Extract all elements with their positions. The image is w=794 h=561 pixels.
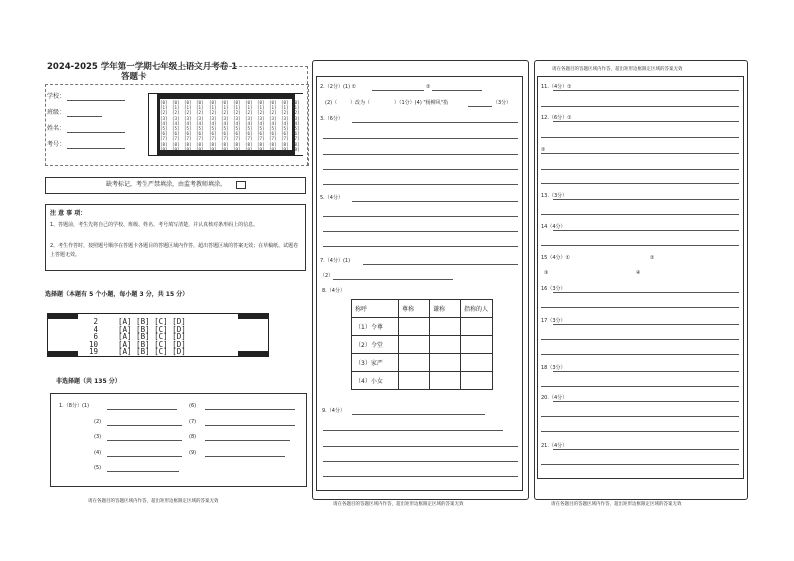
q8-row-label: （4）小女: [352, 372, 399, 390]
digit-bubble[interactable]: [0]: [184, 100, 192, 105]
choice-question-number: 2: [93, 317, 98, 326]
q8-th-2: 谦称: [430, 300, 461, 318]
digit-bubble[interactable]: [3]: [160, 115, 168, 121]
q17-label: 17（3分）: [541, 318, 566, 324]
digit-bubble[interactable]: [2]: [292, 110, 300, 116]
digit-bubble[interactable]: [6]: [281, 131, 289, 137]
digit-bubble[interactable]: [9]: [221, 146, 229, 152]
q1-label: 1.（8分）(1): [59, 403, 90, 409]
q2-4-line[interactable]: [468, 106, 492, 107]
q11-label: 11.（4分）①: [541, 84, 572, 90]
q8-cell[interactable]: [430, 354, 461, 372]
q8-cell[interactable]: [399, 372, 430, 390]
name-label: 姓名：: [47, 125, 66, 132]
q21-answer-line[interactable]: [553, 449, 739, 450]
q1-8-line[interactable]: [205, 440, 290, 441]
q1-9-line[interactable]: [205, 456, 285, 457]
digit-bubble[interactable]: [6]: [160, 131, 168, 137]
digit-bubble[interactable]: [4]: [245, 120, 253, 126]
q8-cell[interactable]: [461, 318, 493, 336]
q2-1a-line[interactable]: [372, 90, 424, 91]
digit-bubble[interactable]: [9]: [257, 146, 265, 152]
digit-bubble[interactable]: [8]: [160, 141, 168, 147]
digit-bubble[interactable]: [1]: [269, 105, 277, 111]
choice-question-number: 10: [88, 339, 98, 349]
exam-number-column: [257, 100, 265, 152]
q8-cell[interactable]: [461, 354, 493, 372]
digit-bubble[interactable]: [2]: [209, 110, 217, 116]
digit-bubble[interactable]: [9]: [292, 146, 300, 152]
digit-bubble[interactable]: [5]: [281, 126, 289, 132]
digit-bubble[interactable]: [1]: [292, 105, 300, 111]
q8-cell[interactable]: [461, 336, 493, 354]
missing-exam-text: 缺考标记，考生严禁填涂，由监考教师填涂。: [106, 181, 227, 188]
digit-bubble[interactable]: [4]: [196, 120, 204, 126]
q8-cell[interactable]: [430, 372, 461, 390]
digit-bubble[interactable]: [2]: [172, 110, 180, 116]
school-field[interactable]: [67, 100, 125, 101]
digit-bubble[interactable]: [2]: [245, 110, 253, 116]
q1-5-line[interactable]: [107, 471, 179, 472]
choice-bar-tr: [238, 314, 268, 319]
q1-6-label: (6): [189, 403, 197, 409]
q1-9-label: (9): [189, 450, 197, 456]
q7-2-line[interactable]: [333, 279, 453, 280]
q8-table: [351, 299, 493, 390]
choice-options[interactable]: [A] [B] [C] [D]: [118, 347, 186, 356]
q8-table-row: [352, 318, 493, 336]
q1-3-label: (3): [94, 434, 102, 440]
footer-note-col2: 请在各题目的答题区域内作答，超出矩形边框限定区域的答案无效: [333, 502, 464, 507]
q3-answer-line[interactable]: [352, 122, 518, 123]
digit-bubble[interactable]: [2]: [160, 110, 168, 116]
digit-bubble[interactable]: [4]: [269, 120, 277, 126]
footer-note-col1: 请在各题目的答题区域内作答，超出矩形边框限定区域的答案无效: [88, 499, 219, 504]
digit-bubble[interactable]: [3]: [281, 115, 289, 121]
exam-number-column: [196, 100, 204, 152]
missing-exam-checkbox[interactable]: [236, 181, 246, 189]
q8-row-label: （1）令尊: [352, 318, 399, 336]
digit-bubble[interactable]: [4]: [209, 120, 217, 126]
q20-label: 20.（4分）: [541, 395, 568, 401]
digit-bubble[interactable]: [4]: [221, 120, 229, 126]
q2-line1b: ②: [426, 84, 431, 90]
digit-bubble[interactable]: [3]: [257, 115, 265, 121]
digit-bubble[interactable]: [7]: [257, 136, 265, 142]
exam-number-column: [184, 100, 192, 152]
q8-th-3: 指称的人: [461, 300, 493, 318]
digit-bubble[interactable]: [1]: [209, 105, 217, 111]
digit-bubble[interactable]: [5]: [160, 126, 168, 132]
q12-answer-line[interactable]: [541, 153, 739, 154]
q16-label: 16（3分）: [541, 286, 566, 292]
digit-bubble[interactable]: [1]: [233, 105, 241, 111]
exam-number-column: [245, 100, 253, 152]
digit-bubble[interactable]: [9]: [209, 146, 217, 152]
digit-bubble[interactable]: [9]: [233, 146, 241, 152]
q2-line2d: （3分）: [493, 100, 512, 106]
q7-1-line[interactable]: [363, 264, 518, 265]
digit-bubble[interactable]: [2]: [269, 110, 277, 116]
digit-bubble[interactable]: [1]: [184, 105, 192, 111]
q9-answer-line[interactable]: [323, 461, 518, 462]
q2-1b-line[interactable]: [432, 90, 482, 91]
digit-bubble[interactable]: [5]: [245, 126, 253, 132]
digit-bubble[interactable]: [3]: [209, 115, 217, 121]
q15-4-label: ④: [636, 270, 641, 276]
digit-bubble[interactable]: [5]: [172, 126, 180, 132]
q9-line-0[interactable]: [352, 414, 485, 415]
choice-bar-bl: [48, 351, 78, 356]
digit-bubble[interactable]: [7]: [184, 136, 192, 142]
q8-cell[interactable]: [461, 372, 493, 390]
digit-bubble[interactable]: [3]: [269, 115, 277, 121]
digit-bubble[interactable]: [5]: [233, 126, 241, 132]
choice-options[interactable]: [A] [B] [C] [D]: [118, 317, 186, 326]
q9-answer-line[interactable]: [323, 430, 503, 431]
digit-bubble[interactable]: [3]: [221, 115, 229, 121]
q8-row-label: （3）家严: [352, 354, 399, 372]
digit-bubble[interactable]: [1]: [160, 105, 168, 111]
notes-item-2: 2、考生作答时，按照题号顺序在答题卡各题目的答题区域内作答，超出答题区域的答案无效；在草稿纸、试题卷上答题无效。: [50, 243, 299, 258]
digit-bubble[interactable]: [9]: [160, 146, 168, 152]
digit-bubble[interactable]: [0]: [209, 100, 217, 105]
digit-bubble[interactable]: [1]: [221, 105, 229, 111]
q8-cell[interactable]: [430, 336, 461, 354]
exam-no-label: 考号：: [47, 141, 66, 148]
digit-bubble[interactable]: [7]: [209, 136, 217, 142]
choice-question-number: 19: [88, 347, 98, 356]
digit-bubble[interactable]: [8]: [245, 141, 253, 147]
choice-bar-tl: [48, 314, 78, 319]
digit-bubble[interactable]: [6]: [257, 131, 265, 137]
q8-label: 8.（4分）: [322, 288, 345, 294]
notes-title: 注 意 事 项：: [50, 210, 87, 217]
q8-table-row: [352, 336, 493, 354]
digit-bubble[interactable]: [4]: [257, 120, 265, 126]
digit-bubble[interactable]: [8]: [196, 141, 204, 147]
choice-bar-br: [238, 351, 268, 356]
digit-bubble[interactable]: [5]: [257, 126, 265, 132]
digit-bubble[interactable]: [3]: [245, 115, 253, 121]
exam-number-column: [281, 100, 289, 152]
q3-answer-line[interactable]: [323, 154, 518, 155]
q13-answer-line[interactable]: [553, 199, 739, 200]
grid-bar-top: [149, 94, 302, 99]
q1-7-line[interactable]: [205, 425, 295, 426]
exam-number-column: [221, 100, 229, 152]
q15-label: 15（4分）①: [541, 255, 571, 261]
digit-bubble[interactable]: [3]: [233, 115, 241, 121]
q11-answer-line[interactable]: [541, 106, 739, 107]
answer-sheet-label: 答题卡: [121, 72, 147, 82]
exam-title: 2024-2025 学年第一学期七年级上语文月考卷 1: [47, 62, 238, 72]
digit-bubble[interactable]: [9]: [281, 146, 289, 152]
q18-label: 18（3分）: [541, 365, 566, 371]
digit-bubble[interactable]: [8]: [184, 141, 192, 147]
digit-bubble[interactable]: [7]: [233, 136, 241, 142]
q8-th-0: 称呼: [352, 300, 399, 318]
q17-answer-line[interactable]: [541, 339, 739, 340]
digit-bubble[interactable]: [4]: [233, 120, 241, 126]
digit-bubble[interactable]: [2]: [184, 110, 192, 116]
exam-number-column: [292, 100, 300, 152]
digit-bubble[interactable]: [5]: [196, 126, 204, 132]
digit-bubble[interactable]: [2]: [221, 110, 229, 116]
digit-bubble[interactable]: [6]: [269, 131, 277, 137]
q18-answer-line[interactable]: [553, 371, 739, 372]
digit-bubble[interactable]: [3]: [172, 115, 180, 121]
q1-1-line[interactable]: [107, 409, 177, 410]
q2-line1: 2.（2分）(1) ①: [320, 84, 357, 90]
digit-bubble[interactable]: [9]: [245, 146, 253, 152]
digit-bubble[interactable]: [5]: [221, 126, 229, 132]
digit-bubble[interactable]: [7]: [281, 136, 289, 142]
q8-table-header: [352, 300, 493, 318]
q21-label: 21.（4分）: [541, 443, 568, 449]
digit-bubble[interactable]: [6]: [245, 131, 253, 137]
digit-bubble[interactable]: [8]: [269, 141, 277, 147]
q8-cell[interactable]: [399, 354, 430, 372]
q16-answer-line[interactable]: [553, 292, 739, 293]
digit-bubble[interactable]: [6]: [172, 131, 180, 137]
q3-answer-line[interactable]: [323, 184, 518, 185]
q5-answer-line[interactable]: [352, 201, 518, 202]
digit-bubble[interactable]: [6]: [184, 131, 192, 137]
q8-row-label: （2）令堂: [352, 336, 399, 354]
digit-bubble[interactable]: [7]: [221, 136, 229, 142]
digit-bubble[interactable]: [8]: [233, 141, 241, 147]
choice-title: 选择题（本题有 5 个小题，每小题 3 分，共 15 分）: [45, 291, 189, 298]
q1-5-label: (5): [94, 465, 102, 471]
digit-bubble[interactable]: [1]: [172, 105, 180, 111]
q21-answer-line[interactable]: [541, 464, 739, 465]
digit-bubble[interactable]: [6]: [292, 131, 300, 137]
q2-line2c: ）（1分）(4) "杨柳风"指: [394, 100, 448, 106]
q15-3-label: ③: [544, 270, 549, 276]
digit-bubble[interactable]: [4]: [160, 120, 168, 126]
q9-label: 9.（4分）: [322, 408, 345, 414]
digit-bubble[interactable]: [7]: [245, 136, 253, 142]
q12-label: 12.（6分）①: [541, 115, 572, 121]
digit-bubble[interactable]: [9]: [196, 146, 204, 152]
q12-answer-line[interactable]: [541, 137, 739, 138]
digit-bubble[interactable]: [1]: [257, 105, 265, 111]
digit-bubble[interactable]: [5]: [184, 126, 192, 132]
q7-label: 7.（4分）(1): [320, 258, 351, 264]
choice-options[interactable]: [A] [B] [C] [D]: [118, 332, 186, 341]
footer-note-col3: 请在各题目的答题区域内作答，超出矩形边框限定区域的答案无效: [551, 502, 682, 507]
digit-bubble[interactable]: [8]: [257, 141, 265, 147]
digit-bubble[interactable]: [9]: [184, 146, 192, 152]
q2-line2b: ）改为（: [350, 100, 371, 106]
choice-question-number: 4: [93, 324, 98, 334]
digit-bubble[interactable]: [6]: [209, 131, 217, 137]
exam-no-field[interactable]: [67, 148, 125, 149]
q20-answer-line[interactable]: [553, 401, 739, 402]
exam-number-column: [233, 100, 241, 152]
digit-bubble[interactable]: [0]: [172, 100, 180, 105]
q1-6-line[interactable]: [205, 409, 295, 410]
digit-bubble[interactable]: [3]: [184, 115, 192, 121]
digit-bubble[interactable]: [8]: [172, 141, 180, 147]
q8-th-1: 尊称: [399, 300, 430, 318]
digit-bubble[interactable]: [5]: [269, 126, 277, 132]
digit-bubble[interactable]: [2]: [257, 110, 265, 116]
digit-bubble[interactable]: [8]: [292, 141, 300, 147]
digit-bubble[interactable]: [0]: [160, 100, 168, 105]
digit-bubble[interactable]: [8]: [209, 141, 217, 147]
digit-bubble[interactable]: [7]: [196, 136, 204, 142]
q5-answer-line[interactable]: [323, 231, 518, 232]
choice-options[interactable]: [A] [B] [C] [D]: [118, 324, 186, 334]
exam-number-column: [160, 100, 168, 152]
digit-bubble[interactable]: [0]: [292, 100, 300, 105]
grid-bar-left: [149, 94, 160, 155]
q7-2-label: （2）: [320, 273, 334, 279]
digit-bubble[interactable]: [0]: [257, 100, 265, 105]
q1-3-line[interactable]: [107, 440, 182, 441]
choice-options[interactable]: [A] [B] [C] [D]: [118, 339, 186, 349]
q17-answer-line[interactable]: [553, 324, 739, 325]
digit-bubble[interactable]: [7]: [172, 136, 180, 142]
digit-bubble[interactable]: [9]: [269, 146, 277, 152]
exam-number-column: [269, 100, 277, 152]
digit-bubble[interactable]: [4]: [172, 120, 180, 126]
digit-bubble[interactable]: [2]: [196, 110, 204, 116]
q20-answer-line[interactable]: [541, 431, 739, 432]
q8-cell[interactable]: [399, 318, 430, 336]
digit-bubble[interactable]: [2]: [233, 110, 241, 116]
digit-bubble[interactable]: [0]: [196, 100, 204, 105]
q13-answer-line[interactable]: [541, 214, 739, 215]
q11-answer-line[interactable]: [553, 90, 739, 91]
q5-label: 5.（4分）: [320, 195, 343, 201]
name-field[interactable]: [67, 132, 125, 133]
q15-2-label: ②: [650, 255, 655, 261]
digit-bubble[interactable]: [1]: [245, 105, 253, 111]
exam-number-column: [172, 100, 180, 152]
digit-bubble[interactable]: [3]: [292, 115, 300, 121]
digit-bubble[interactable]: [0]: [269, 100, 277, 105]
digit-bubble[interactable]: [8]: [221, 141, 229, 147]
q1-4-line[interactable]: [107, 456, 182, 457]
q13-label: 13.（3分）: [541, 193, 568, 199]
digit-bubble[interactable]: [1]: [196, 105, 204, 111]
q18-answer-line[interactable]: [541, 386, 739, 387]
digit-bubble[interactable]: [0]: [281, 100, 289, 105]
q14-answer-line[interactable]: [541, 245, 739, 246]
notes-item-1: 1、答题前，考生先将自己的学校、班级、姓名、考号填写清楚，并认真核对条形码上的信息。: [50, 222, 259, 228]
class-label: 班级：: [47, 109, 66, 116]
digit-bubble[interactable]: [4]: [292, 120, 300, 126]
digit-bubble[interactable]: [8]: [281, 141, 289, 147]
digit-bubble[interactable]: [4]: [184, 120, 192, 126]
q1-2-line[interactable]: [107, 425, 182, 426]
digit-bubble[interactable]: [6]: [196, 131, 204, 137]
digit-bubble[interactable]: [6]: [233, 131, 241, 137]
class-field[interactable]: [67, 116, 102, 117]
digit-bubble[interactable]: [1]: [281, 105, 289, 111]
choice-question-number: 6: [93, 332, 98, 341]
digit-bubble[interactable]: [9]: [172, 146, 180, 152]
school-label: 学校：: [47, 93, 66, 100]
q12-answer-line[interactable]: [553, 121, 739, 122]
digit-bubble[interactable]: [7]: [160, 136, 168, 142]
digit-bubble[interactable]: [2]: [281, 110, 289, 116]
digit-bubble[interactable]: [6]: [221, 131, 229, 137]
digit-bubble[interactable]: [5]: [209, 126, 217, 132]
header-note-col3: 请在各题目的答题区域内作答，超出矩形边框限定区域的答案无效: [552, 67, 683, 72]
q20-answer-line[interactable]: [541, 416, 739, 417]
digit-bubble[interactable]: [0]: [221, 100, 229, 105]
q12-2-label: ②: [541, 147, 546, 153]
q14-label: 14（4分）: [541, 224, 566, 230]
nonchoice-title: 非选择题（共 135 分）: [56, 378, 121, 385]
q14-answer-line[interactable]: [553, 230, 739, 231]
q9-answer-line[interactable]: [323, 446, 518, 447]
q2-line2a: (2)（: [325, 100, 338, 106]
q3-label: 3.（6分）: [320, 116, 343, 122]
q12-answer-line[interactable]: [541, 169, 739, 170]
q8-cell[interactable]: [399, 336, 430, 354]
q1-4-label: (4): [94, 450, 102, 456]
q1-7-label: (7): [189, 419, 197, 425]
digit-bubble[interactable]: [4]: [281, 120, 289, 126]
digit-bubble[interactable]: [7]: [269, 136, 277, 142]
q8-table-row: [352, 372, 493, 390]
q12-answer-line[interactable]: [541, 183, 739, 184]
q16-answer-line[interactable]: [541, 307, 739, 308]
q3-answer-line[interactable]: [323, 138, 518, 139]
q5-answer-line[interactable]: [323, 246, 518, 247]
digit-bubble[interactable]: [0]: [245, 100, 253, 105]
digit-bubble[interactable]: [7]: [292, 136, 300, 142]
digit-bubble[interactable]: [3]: [196, 115, 204, 121]
q8-cell[interactable]: [430, 318, 461, 336]
digit-bubble[interactable]: [5]: [292, 126, 300, 132]
q3-answer-line[interactable]: [323, 169, 518, 170]
q9-answer-line[interactable]: [323, 476, 518, 477]
q1-2-label: (2): [94, 419, 102, 425]
q17-answer-line[interactable]: [541, 354, 739, 355]
exam-number-column: [209, 100, 217, 152]
q1-8-label: (8): [189, 434, 197, 440]
q5-answer-line[interactable]: [323, 216, 518, 217]
q8-table-row: [352, 354, 493, 372]
digit-bubble[interactable]: [0]: [233, 100, 241, 105]
